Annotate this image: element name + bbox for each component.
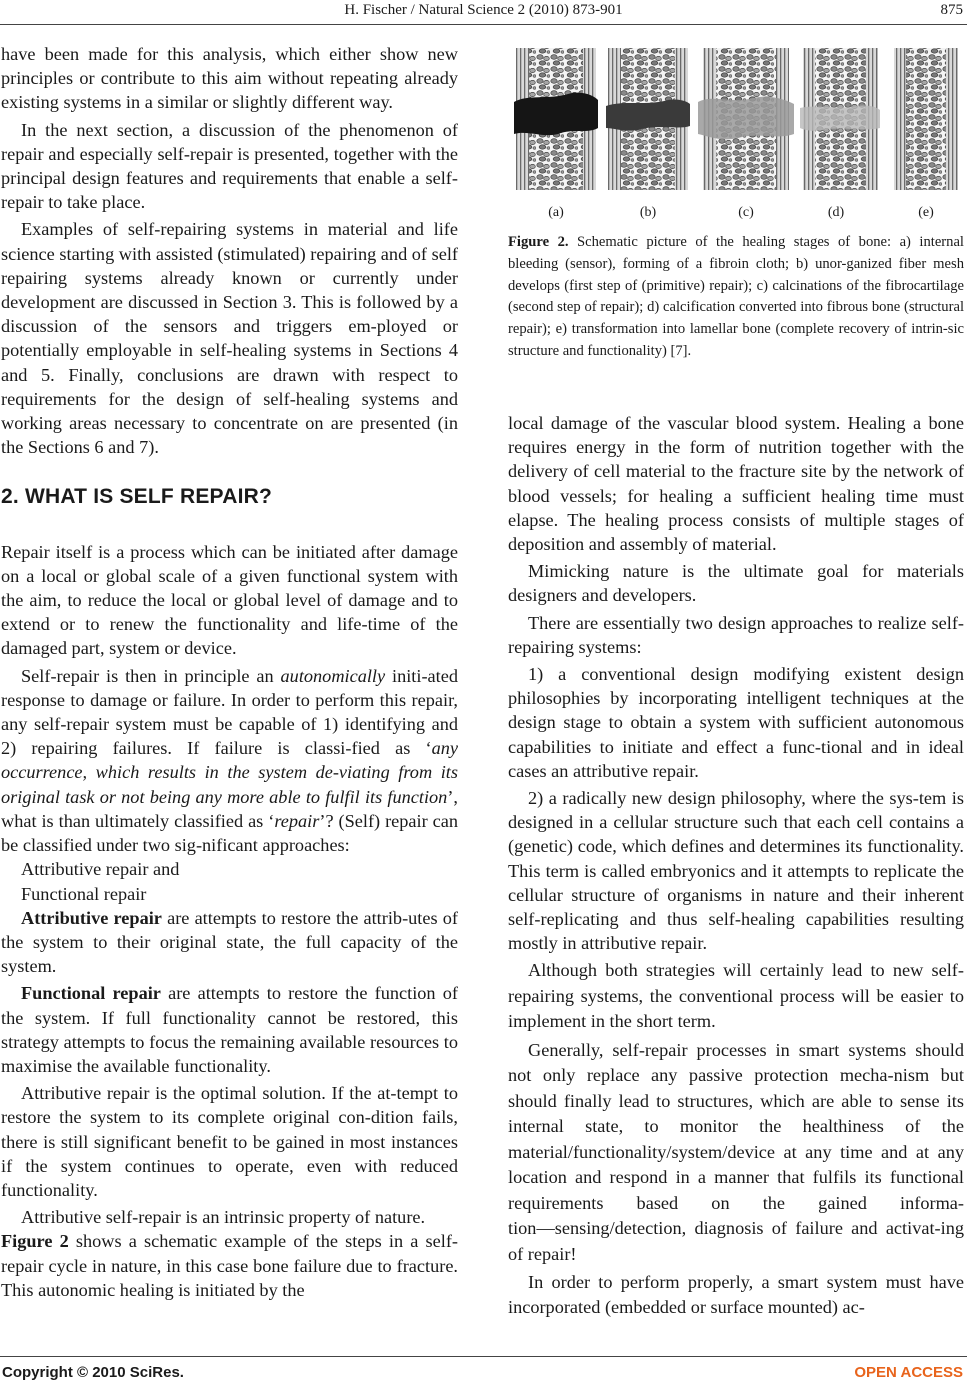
text-run: are attempts to restore the attrib-utes of the system to their original state, the full capacity of the system. — [1, 907, 459, 977]
journal-citation: H. Fischer / Natural Science 2 (2010) 873-901 — [344, 2, 623, 18]
paragraph: Mimicking nature is the ultimate goal for materials designers and developers. — [508, 561, 964, 606]
paragraph: Repair itself is a process which can be initiated after damage on a local or global scale of a given functional system with the aim, to reduce the local or global level of damage and to extend or to renew the functionality and life-time of the damaged part, system or device. — [1, 541, 458, 659]
footer-rule — [0, 1356, 967, 1357]
bold-term: Attributive repair — [21, 907, 162, 928]
panel-b — [606, 48, 690, 190]
list-item: Attributive repair and — [21, 859, 180, 880]
panel-label-c: (c) — [738, 205, 754, 220]
paragraph — [1, 1229, 458, 1302]
paragraph: In the next section, a discussion of the phenomenon of repair and especially self-repair is presented, together with the principal design features and requirements that enable a self-repair to take place. — [1, 119, 458, 213]
copyright-notice: Copyright © 2010 SciRes. — [2, 1364, 184, 1381]
italic-term: repair — [274, 810, 320, 831]
paragraph: Attributive repair is the optimal solution. If the at-tempt to restore the system to its complete original con-dition fails, there is still significant benefit to be gained in most instances if the system continues to operate, even with reduced functionality. — [1, 1083, 458, 1200]
panel-label-b: (b) — [639, 205, 657, 220]
paragraph — [1, 906, 458, 979]
paragraph: 2) a radically new design philosophy, where the sys-tem is designed in a cellular structure such that each cell contains a (genetic) code, which defines and determines its functionality. This term is called embryonics and it attempts to replicate the cellular structure of organisms in nature and their inherent self-replicating and thus self-healing capabilities resulting mostly in attributive repair. — [508, 788, 964, 954]
paragraph: Attributive self-repair is an intrinsic property of nature. — [21, 1207, 426, 1228]
paragraph: 1) a conventional design modifying existent design philosophies by incorporating intelligent techniques at the design stage to obtain a system with sufficient autonomous capabilities to initiate and effect a func-tional and in ideal cases an attributive repair. — [508, 664, 964, 781]
list-item: Functional repair — [21, 883, 147, 904]
paragraph — [1, 981, 458, 1078]
paragraph: In order to perform properly, a smart system must have incorporated (embedded or surface mounted) ac- — [508, 1272, 964, 1317]
left-column — [1, 42, 458, 1302]
text-run: initi-ated response to damage or failure. In order to perform this repair, any self-repair system must be capable of 1) identifying and 2) repairing failures. If failure is classi-fied as ‘ — [1, 665, 458, 759]
open-access-label: OPEN ACCESS — [854, 1364, 963, 1381]
text-run: ’, what is than ultimately classified as ‘ — [1, 786, 458, 831]
caption-text: Schematic picture of the healing stages of bone: a) internal bleeding (sensor), forming of a fibroin cloth; b) unor-ganized fiber mesh develops (first step of (primitive) repair); c) calcinations of the fibrocartilage (second step of repair); d) calcification converted into fibrous bone (structural repair); e) transformation into lamellar bone (complete recovery of intrin-sic structure and functionality) [7]. — [508, 234, 964, 359]
paragraph: local damage of the vascular blood system. Healing a bone requires energy in the form of nutrition together with the delivery of cell material to the fracture site by the network of blood vessels; for healing a sufficient healing time must elapse. The healing process consists of multiple stages of deposition and assembly of material. — [508, 413, 964, 555]
paragraph — [1, 664, 458, 858]
panel-e — [894, 48, 958, 190]
paragraph: Although both strategies will certainly lead to new self-repairing systems, the conventional process will be easier to implement in the short term. — [508, 960, 964, 1032]
figure-2 — [508, 42, 964, 224]
panel-a — [514, 48, 598, 190]
paragraph: Examples of self-repairing systems in material and life science starting with assisted (stimulated) repairing and of self repairing systems already known or currently under development are discussed in Section 3. This is followed by a discussion of the sensors and triggers em-ployed or potentially employable in self-healing systems in Sections 4 and 5. Finally, conclusions are drawn with respect to requirements for the design of self-healing systems and working areas necessary to concentrate on are presented (in the Sections 6 and 7). — [1, 219, 458, 458]
panel-label-a: (a) — [548, 205, 564, 220]
text-run: Self-repair is then in principle an — [21, 665, 281, 686]
text-run: ’? (Self) repair can be classified under two sig-nificant approaches: — [1, 810, 458, 856]
header-rule — [0, 24, 967, 25]
figure-reference: Figure 2 — [1, 1231, 69, 1252]
page-number: 875 — [940, 2, 963, 18]
caption-label: Figure 2. — [508, 234, 569, 250]
paragraph: have been made for this analysis, which either show new principles or contribute to this aim without repeating already existing systems in a similar or slightly different way. — [1, 44, 458, 113]
running-header — [0, 2, 967, 24]
section-heading: 2. WHAT IS SELF REPAIR? — [1, 485, 272, 509]
paragraph: Generally, self-repair processes in smart systems should not only replace any passive protection mecha-nism but should finally lead to structures, which are able to sense its internal state, to monitor the healthiness of the material/functionality/system/device at any time and at any location and respond in a manner that fulfils its functional requirements based on the gained informa-tion―sensing/detection, diagnosis of failure and activat-ing of repair! — [508, 1039, 964, 1264]
italic-quote: any occurrence, which results in the system de-viating from its original task or not being any more able to fulfil its function — [1, 738, 458, 807]
panel-c — [698, 48, 794, 190]
panel-label-d: (d) — [827, 205, 845, 220]
figure-caption — [508, 232, 964, 363]
text-run: shows a schematic example of the steps in a self-repair cycle in nature, in this case bone failure due to fracture. This autonomic healing is initiated by the — [1, 1231, 458, 1300]
text-run: are attempts to restore the function of the system. If full functionality cannot be restored, this strategy attempts to focus the remaining available resources to maximise the available functionality. — [1, 983, 458, 1076]
panel-d — [800, 48, 880, 190]
italic-term: autonomically — [280, 665, 386, 686]
bold-term: Functional repair — [21, 983, 161, 1004]
bone-healing-illustration — [508, 42, 964, 224]
panel-label-e: (e) — [918, 205, 934, 220]
paragraph: There are essentially two design approaches to realize self-repairing systems: — [508, 612, 964, 657]
right-column — [508, 411, 964, 1319]
